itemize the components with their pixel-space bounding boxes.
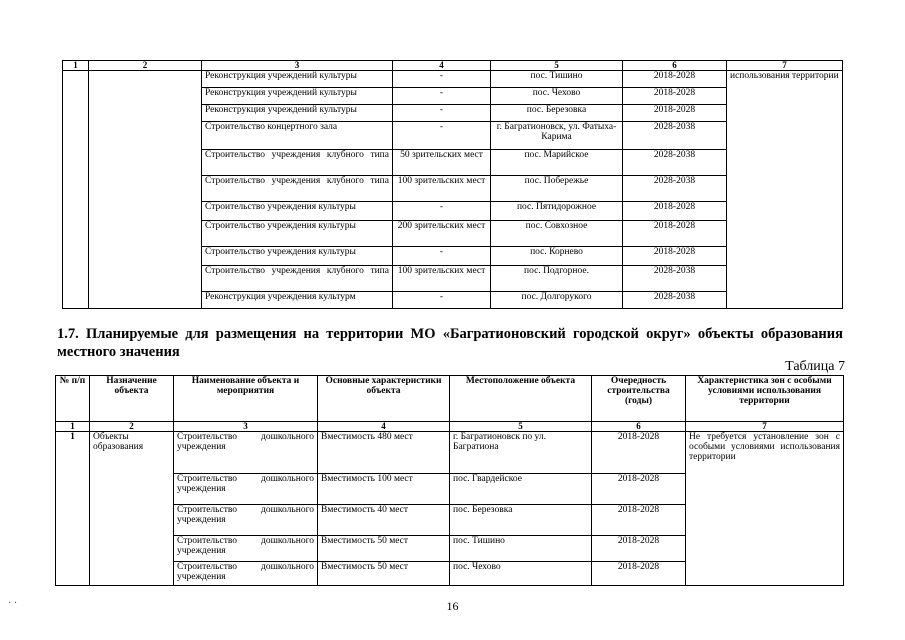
page-number: 16 <box>446 599 459 613</box>
column-header: Местоположение объекта <box>450 376 592 422</box>
table-row <box>56 432 844 474</box>
location: пос. Тишино <box>491 71 623 88</box>
object-name: Строительство учреждения культуры <box>202 202 393 221</box>
object-name: Строительство дошкольного учреждения <box>174 474 318 505</box>
period: 2028-2038 <box>623 292 727 309</box>
capacity: - <box>393 71 491 88</box>
location: пос. Корнево <box>491 247 623 266</box>
period: 2018-2028 <box>623 105 727 122</box>
capacity: 50 зрительских мест <box>393 150 491 176</box>
index-cell <box>63 71 89 309</box>
education-objects-table <box>55 375 844 586</box>
object-name: Реконструкция учреждений культуры <box>202 71 393 88</box>
capacity: - <box>393 292 491 309</box>
column-number: 4 <box>393 61 491 71</box>
zone-note: Не требуется установление зон с особыми условиями использования территории <box>686 432 844 586</box>
period: 2018-2028 <box>623 202 727 221</box>
period: 2028-2038 <box>623 266 727 292</box>
object-name: Строительство концертного зала <box>202 122 393 150</box>
location: г. Багратионовск, ул. Фатыха-Карима <box>491 122 623 150</box>
continuation-table <box>62 60 843 309</box>
column-number: 2 <box>90 422 174 432</box>
capacity: 200 зрительских мест <box>393 221 491 247</box>
object-name: Реконструкция учреждений культуры <box>202 105 393 122</box>
location: пос. Тишино <box>450 536 592 562</box>
location: пос. Побережье <box>491 176 623 202</box>
period: 2018-2028 <box>592 562 686 586</box>
period: 2018-2028 <box>592 536 686 562</box>
object-name: Строительство учреждения культуры <box>202 221 393 247</box>
object-purpose: Объекты образования <box>90 432 174 586</box>
location: пос. Чехово <box>491 88 623 105</box>
column-header: Назначение объекта <box>90 376 174 422</box>
location: пос. Березовка <box>450 505 592 536</box>
column-number: 3 <box>202 61 393 71</box>
location: г. Багратионовск по ул. Багратиона <box>450 432 592 474</box>
capacity: - <box>393 105 491 122</box>
object-name: Строительство учреждения клубного типа <box>202 266 393 292</box>
column-number: 1 <box>63 61 89 71</box>
object-name: Строительство учреждения клубного типа <box>202 176 393 202</box>
column-header: Основные характеристики объекта <box>318 376 450 422</box>
purpose-cell <box>89 71 202 309</box>
period: 2028-2038 <box>623 122 727 150</box>
object-name: Реконструкция учреждений культуры <box>202 88 393 105</box>
column-number-row <box>63 61 843 71</box>
period: 2018-2028 <box>592 432 686 474</box>
object-name: Строительство учреждения клубного типа <box>202 150 393 176</box>
capacity: Вместимость 100 мест <box>318 474 450 505</box>
object-name: Реконструкция учреждения культурм <box>202 292 393 309</box>
location: пос. Подгорное. <box>491 266 623 292</box>
capacity: - <box>393 122 491 150</box>
period: 2018-2028 <box>623 88 727 105</box>
column-number: 3 <box>174 422 318 432</box>
scan-artifact: · · <box>8 598 18 609</box>
location: пос. Совхозное <box>491 221 623 247</box>
object-name: Строительство дошкольного учреждения <box>174 432 318 474</box>
period: 2028-2038 <box>623 150 727 176</box>
object-name: Строительство дошкольного учреждения <box>174 505 318 536</box>
location: пос. Пятидорожное <box>491 202 623 221</box>
row-index: 1 <box>56 432 90 586</box>
period: 2018-2028 <box>623 221 727 247</box>
zone-note: использования территории <box>727 71 843 309</box>
column-number-row <box>56 422 844 432</box>
capacity: 100 зрительских мест <box>393 176 491 202</box>
column-number: 5 <box>491 61 623 71</box>
column-header: Характеристика зон с особыми условиями использования территории <box>686 376 844 422</box>
location: пос. Марийское <box>491 150 623 176</box>
location: пос. Березовка <box>491 105 623 122</box>
column-number: 4 <box>318 422 450 432</box>
column-number: 7 <box>727 61 843 71</box>
capacity: Вместимость 50 мест <box>318 562 450 586</box>
location: пос. Гвардейское <box>450 474 592 505</box>
location: пос. Долгорукого <box>491 292 623 309</box>
section-heading: 1.7. Планируемые для размещения на территории МО «Багратионовский городской округ» объекты образования местного значения <box>57 326 843 360</box>
capacity: - <box>393 247 491 266</box>
capacity: 100 зрительских мест <box>393 266 491 292</box>
column-number: 6 <box>623 61 727 71</box>
period: 2018-2028 <box>592 505 686 536</box>
header-row <box>56 376 844 422</box>
period: 2018-2028 <box>623 71 727 88</box>
capacity: Вместимость 40 мест <box>318 505 450 536</box>
table-label: Таблица 7 <box>785 359 845 374</box>
period: 2028-2038 <box>623 176 727 202</box>
location: пос. Чехово <box>450 562 592 586</box>
capacity: Вместимость 480 мест <box>318 432 450 474</box>
column-number: 1 <box>56 422 90 432</box>
column-number: 6 <box>592 422 686 432</box>
capacity: - <box>393 202 491 221</box>
period: 2018-2028 <box>623 247 727 266</box>
table-row <box>63 71 843 88</box>
capacity: Вместимость 50 мест <box>318 536 450 562</box>
column-number: 7 <box>686 422 844 432</box>
column-header: Очередность строительства (годы) <box>592 376 686 422</box>
period: 2018-2028 <box>592 474 686 505</box>
column-header: № п/п <box>56 376 90 422</box>
column-header: Наименование объекта и мероприятия <box>174 376 318 422</box>
object-name: Строительство учреждения культуры <box>202 247 393 266</box>
capacity: - <box>393 88 491 105</box>
column-number: 2 <box>89 61 202 71</box>
object-name: Строительство дошкольного учреждения <box>174 536 318 562</box>
column-number: 5 <box>450 422 592 432</box>
object-name: Строительство дошкольного учреждения <box>174 562 318 586</box>
